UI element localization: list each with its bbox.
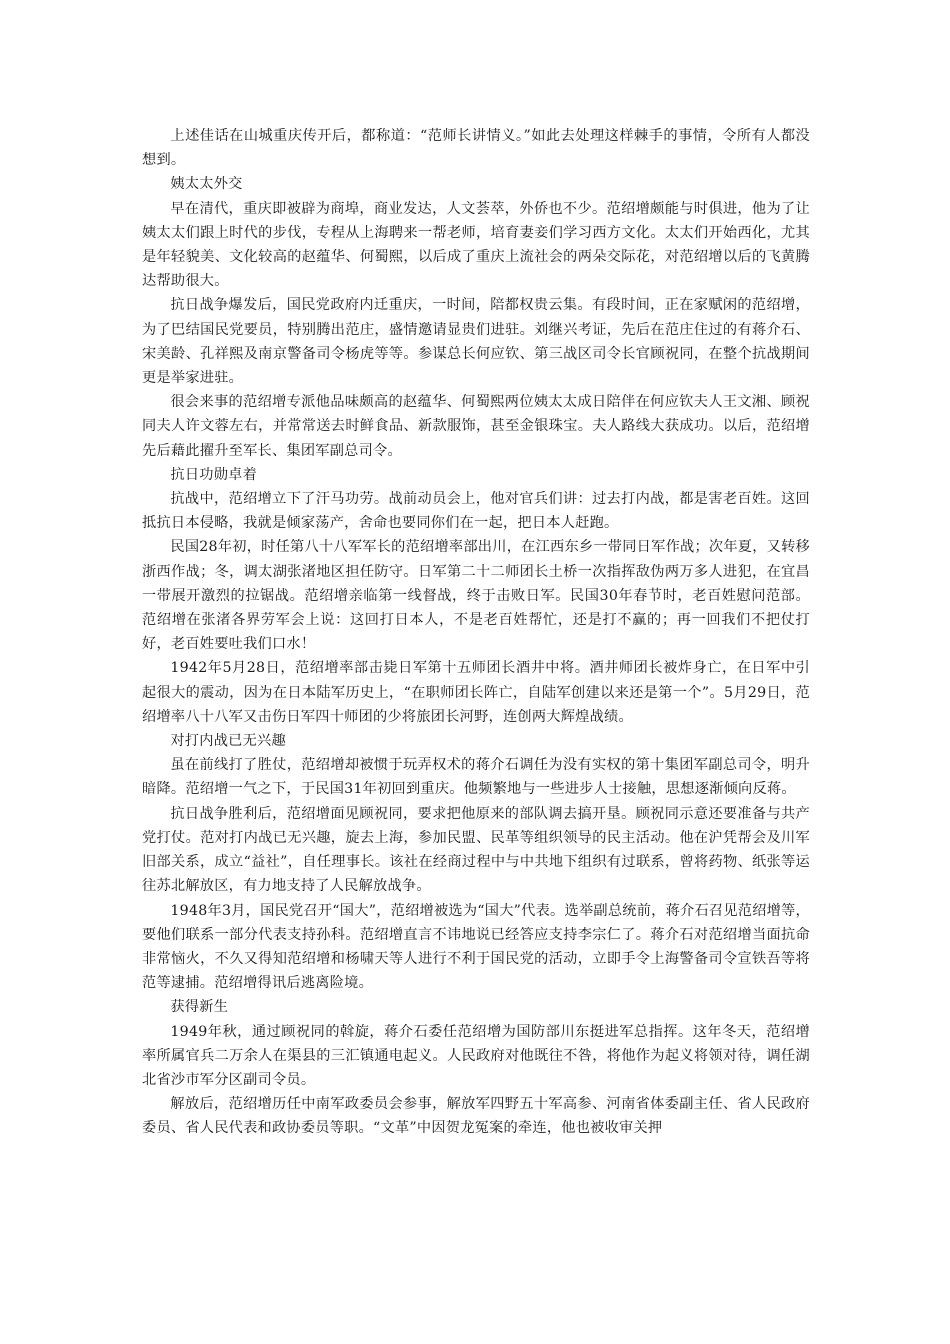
paragraph: 1942年5月28日，范绍增率部击毙日军第十五师团长酒井中将。酒井师团长被炸身亡，在日军中引起很大的震动，因为在日本陆军历史上，“在职师团长阵亡，自陆军创建以来还是第一个”。5月29日，范绍增率八十八军又击伤日军四十师团的少将旅团长河野，连创两大辉煌战绩。 bbox=[142, 660, 810, 725]
paragraph: 1949年秋，通过顾祝同的斡旋，蒋介石委任范绍增为国防部川东挺进军总指挥。这年冬天，范绍增率所属官兵二万余人在渠县的三汇镇通电起义。人民政府对他既往不咎，将他作为起义将领对待，调任湖北省沙市军分区副司令员。 bbox=[142, 1023, 810, 1088]
paragraph: 抗战中，范绍增立下了汗马功劳。战前动员会上，他对官兵们讲：过去打内战，都是害老百姓。这回抵抗日本侵略，我就是倾家荡产，舍命也要同你们在一起，把日本人赶跑。 bbox=[142, 491, 810, 532]
paragraph: 抗日战争胜利后，范绍增面见顾祝同，要求把他原来的部队调去搞开垦。顾祝同示意还要准备与共产党打仗。范对打内战已无兴趣，旋去上海，参加民盟、民革等组织领导的民主活动。他在沪凭帮会及川军旧部关系，成立“益社”，自任理事长。该社在经商过程中与中共地下组织有过联系，曾将药物、纸张等运往苏北解放区，有力地支持了人民解放战争。 bbox=[142, 805, 810, 895]
document-page bbox=[142, 124, 810, 1141]
paragraph: 民国28年初，时任第八十八军军长的范绍增率部出川，在江西东乡一带同日军作战；次年夏，又转移浙西作战；冬，调太湖张渚地区担任防守。日军第二十二师团长土桥一次指挥敌伪两万多人进犯，在宜昌一带展开激烈的拉锯战。范绍增亲临第一线督战，终于击败日军。民国30年春节时，老百姓慰问范部。范绍增在张渚各界劳军会上说：这回打日本人，不是老百姓帮忙，还是打不赢的；再一回我们不把仗打好，老百姓要吐我们口水！ bbox=[142, 539, 810, 653]
paragraph: 1948年3月，国民党召开“国大”，范绍增被选为“国大”代表。选举副总统前，蒋介石召见范绍增等，要他们联系一部分代表支持孙科。范绍增直言不讳地说已经答应支持李宗仁了。蒋介石对范绍增当面抗命非常恼火，不久又得知范绍增和杨啸天等人进行不利于国民党的活动，立即手令上海警备司令宣铁吾等将范等逮捕。范绍增得讯后逃离险境。 bbox=[142, 902, 810, 992]
paragraph: 上述佳话在山城重庆传开后，都称道：“范师长讲情义。”如此去处理这样棘手的事情，令所有人都没想到。 bbox=[142, 128, 810, 169]
section-heading: 抗日功勋卓着 bbox=[170, 466, 258, 483]
section-heading: 获得新生 bbox=[170, 999, 229, 1016]
section-heading: 姨太太外交 bbox=[170, 176, 243, 193]
paragraph: 虽在前线打了胜仗，范绍增却被惯于玩弄权术的蒋介石调任为没有实权的第十集团军副总司令，明升暗降。范绍增一气之下，于民国31年初回到重庆。他频繁地与一些进步人士接触，思想逐渐倾向反蒋。 bbox=[142, 757, 810, 798]
paragraph: 早在清代，重庆即被辟为商埠，商业发达，人文荟萃，外侨也不少。范绍增颇能与时俱进，他为了让姨太太们跟上时代的步伐，专程从上海聘来一帮老师，培育妻妾们学习西方文化。太太们开始西化，尤其是年轻貌美、文化较高的赵蕴华、何蜀熙，以后成了重庆上流社会的两朵交际花，对范绍增以后的飞黄腾达帮助很大。 bbox=[142, 200, 810, 290]
paragraph: 很会来事的范绍增专派他品味颇高的赵蕴华、何蜀熙两位姨太太成日陪伴在何应钦夫人王文湘、顾祝同夫人许文蓉左右，并常常送去时鲜食品、新款服饰，甚至金银珠宝。夫人路线大获成功。以后，范绍增先后藉此擢升至军长、集团军副总司令。 bbox=[142, 394, 810, 459]
paragraph: 抗日战争爆发后，国民党政府内迁重庆，一时间，陪都权贵云集。有段时间，正在家赋闲的范绍增，为了巴结国民党要员，特别腾出范庄，盛情邀请显贵们进驻。刘继兴考证，先后在范庄住过的有蒋介石、宋美龄、孔祥熙及南京警备司令杨虎等等。参谋总长何应钦、第三战区司令长官顾祝同，在整个抗战期间更是举家进驻。 bbox=[142, 297, 810, 387]
paragraph: 解放后，范绍增历任中南军政委员会参事，解放军四野五十军高参、河南省体委副主任、省人民政府委员、省人民代表和政协委员等职。“文革”中因贺龙冤案的牵连，他也被收审关押 bbox=[142, 1096, 810, 1137]
section-heading: 对打内战已无兴趣 bbox=[170, 733, 286, 750]
